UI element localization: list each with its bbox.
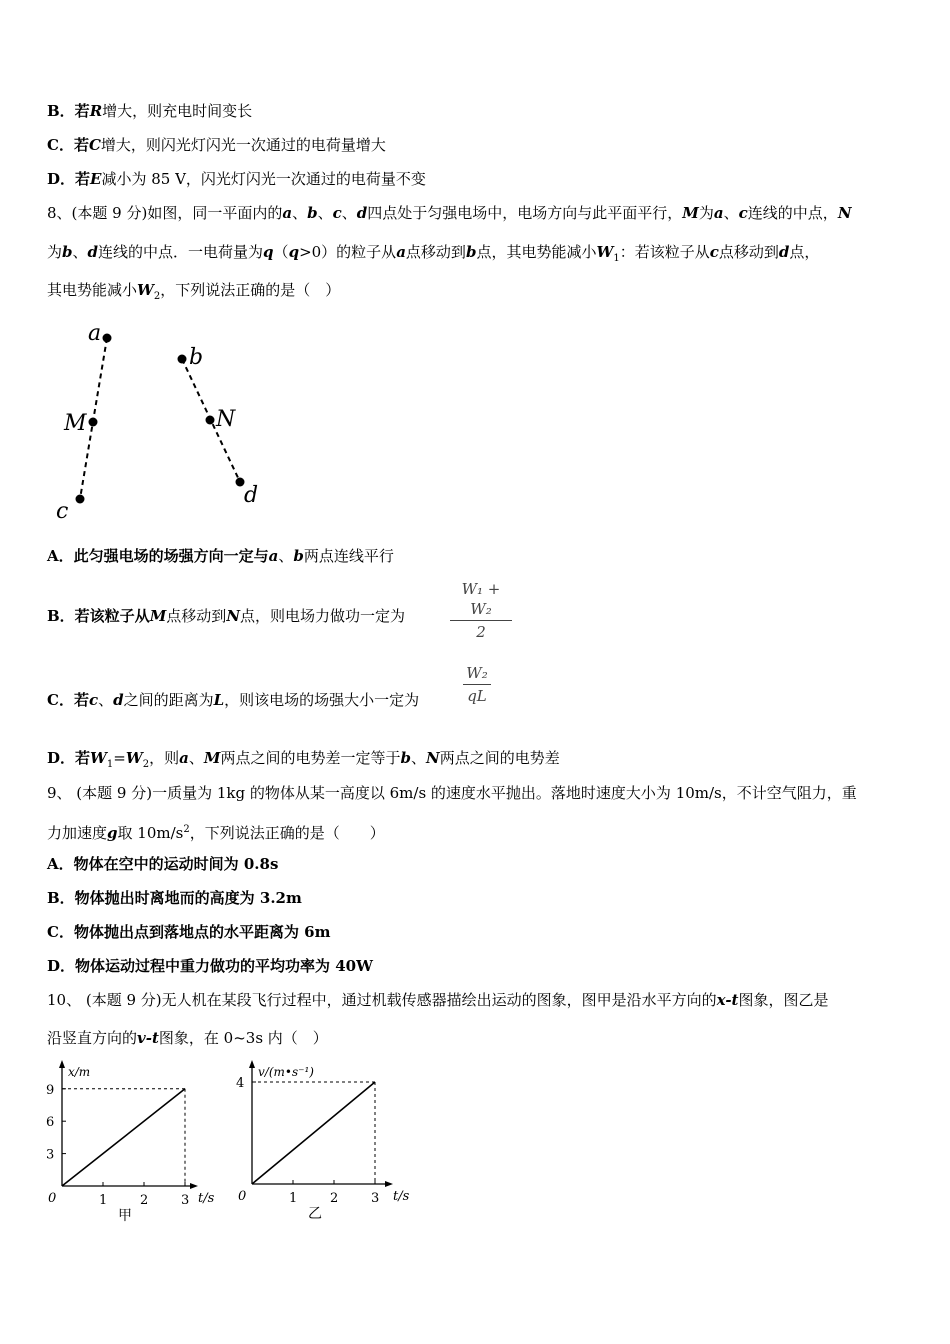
q9-option-a: A．物体在空中的运动时间为 0.8s — [47, 855, 279, 873]
point-a — [103, 334, 112, 343]
label-b: b — [189, 345, 204, 370]
q9-stem-line-2: 力加速度g取 $10m/s^2$，下列说法正确的是（ ） — [47, 824, 385, 842]
point-c — [76, 495, 85, 504]
point-M — [89, 418, 98, 427]
q8-stem-line-3: 其电势能减小$W_2$，下列说法正确的是（ ） — [47, 281, 341, 302]
series-line — [62, 1089, 185, 1186]
x-tick-label: 3 — [371, 1191, 380, 1206]
origin-label: 0 — [238, 1189, 247, 1204]
label-a: a — [88, 321, 102, 346]
q8-option-c-fraction: W₂ qL — [463, 663, 491, 706]
q8-option-b-fraction: W₁ + W₂ 2 — [450, 579, 512, 642]
y-axis-label: v/(m•s⁻¹) — [258, 1065, 314, 1079]
q8-figure — [50, 318, 280, 528]
chart-caption: 乙 — [308, 1206, 322, 1222]
q8-stem-line-2: 为b、d连线的中点．一电荷量为q（q>0）的粒子从a点移动到b点，其电势能减小$W_1$：若该粒子从c点移动到d点， — [47, 243, 820, 264]
y-tick-label: 4 — [236, 1076, 245, 1091]
series-line — [252, 1082, 375, 1184]
x-axis-arrow — [385, 1181, 393, 1187]
point-N — [206, 416, 215, 425]
y-tick-label: 9 — [46, 1082, 55, 1098]
q9-option-b: B．物体抛出时离地而的高度为 3.2m — [47, 889, 302, 907]
q9-option-d: D．物体运动过程中重力做功的平均功率为 40W — [47, 957, 373, 975]
q8-option-a: A．此匀强电场的场强方向一定与a、b两点连线平行 — [47, 547, 394, 565]
y-axis-arrow — [59, 1060, 65, 1068]
y-axis-label: x/m — [68, 1065, 91, 1079]
q7-option-d: D．若E减小为 85 V，闪光灯闪光一次通过的电荷量不变 — [47, 170, 426, 188]
chart-caption: 甲 — [118, 1208, 132, 1224]
q10-stem-line-1: 10、 (本题 9 分)无人机在某段飞行过程中，通过机载传感器描绘出运动的图象，图甲是沿水平方向的x-t图象，图乙是 — [47, 991, 829, 1009]
y-axis-arrow — [249, 1060, 255, 1068]
x-tick-label: 1 — [289, 1191, 298, 1206]
x-tick-label: 2 — [330, 1191, 339, 1206]
y-tick-label: 6 — [46, 1115, 55, 1131]
x-tick-label: 3 — [181, 1193, 190, 1208]
q8-option-b: B．若该粒子从M点移动到N点，则电场力做功一定为 — [47, 607, 406, 625]
label-c: c — [56, 499, 69, 524]
chart-yi — [235, 1060, 425, 1230]
x-axis-label: t/s — [393, 1189, 410, 1204]
q7-option-b: B．若R增大，则充电时间变长 — [47, 102, 253, 120]
x-axis-arrow — [190, 1183, 198, 1189]
q8-option-d: D．若$W_1=W_2$，则a、M两点之间的电势差一定等于b、N两点之间的电势差 — [47, 749, 560, 770]
q8-stem-line-1: 8、(本题 9 分)如图，同一平面内的a、b、c、d四点处于匀强电场中，电场方向与此平面平行，M为a、c连线的中点，N — [47, 204, 852, 222]
x-axis-label: t/s — [198, 1191, 215, 1206]
q7-option-c: C．若C增大，则闪光灯闪光一次通过的电荷量增大 — [47, 136, 386, 154]
q9-option-c: C．物体抛出点到落地点的水平距离为 6m — [47, 923, 331, 941]
label-M: M — [64, 411, 87, 436]
x-tick-label: 1 — [99, 1193, 108, 1208]
label-N: N — [216, 407, 236, 432]
origin-label: 0 — [48, 1191, 57, 1206]
y-tick-label: 3 — [46, 1147, 55, 1163]
point-b — [178, 355, 187, 364]
q9-stem-line-1: 9、 (本题 9 分)一质量为 1kg 的物体从某一高度以 6m/s 的速度水平抛出。落地时速度大小为 10m/s，不计空气阻力，重 — [47, 784, 857, 802]
chart-jia — [40, 1060, 230, 1230]
label-d: d — [244, 483, 259, 508]
q8-option-c: C．若c、d之间的距离为L，则该电场的场强大小一定为 — [47, 691, 420, 709]
q10-stem-line-2: 沿竖直方向的v-t图象，在 0~3s 内（ ） — [47, 1029, 328, 1047]
x-tick-label: 2 — [140, 1193, 149, 1208]
